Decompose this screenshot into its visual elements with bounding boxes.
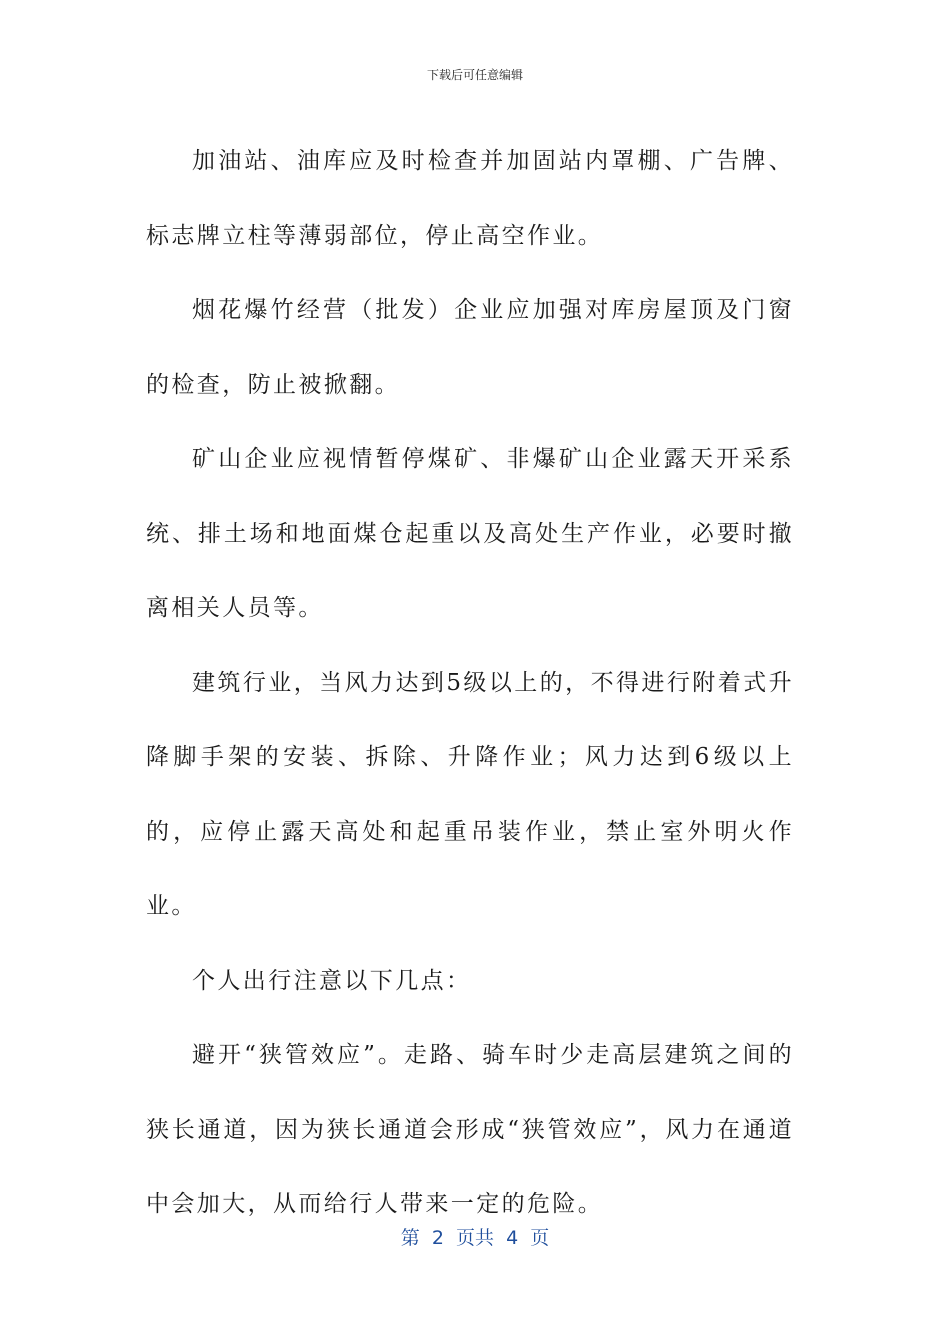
paragraph-construction: 建筑行业，当风力达到5级以上的，不得进行附着式升降脚手架的安装、拆除、升降作业；风力达到6级以上的，应停止露天高处和起重吊装作业，禁止室外明火作业。 (146, 669, 794, 919)
paragraph-fireworks: 烟花爆竹经营（批发）企业应加强对库房屋顶及门窗的检查，防止被掀翻。 (146, 297, 794, 398)
paragraph-narrow-tube-effect: 避开“狭管效应”。走路、骑车时少走高层建筑之间的狭长通道，因为狭长通道会形成“狭管效应”，风力在通道中会加大，从而给行人带来一定的危险。 (146, 1042, 794, 1217)
paragraph-mining: 矿山企业应视情暂停煤矿、非爆矿山企业露天开采系统、排土场和地面煤仓起重以及高处生产作业，必要时撤离相关人员等。 (146, 446, 794, 621)
document-body (146, 124, 794, 1242)
paragraph-gas-station: 加油站、油库应及时检查并加固站内罩棚、广告牌、标志牌立柱等薄弱部位，停止高空作业。 (146, 148, 794, 249)
page-number-footer: 第 2 页共 4 页 (400, 1227, 550, 1249)
page-header: 下载后可任意编辑 (426, 68, 523, 82)
paragraph-personal-travel: 个人出行注意以下几点： (192, 967, 472, 994)
